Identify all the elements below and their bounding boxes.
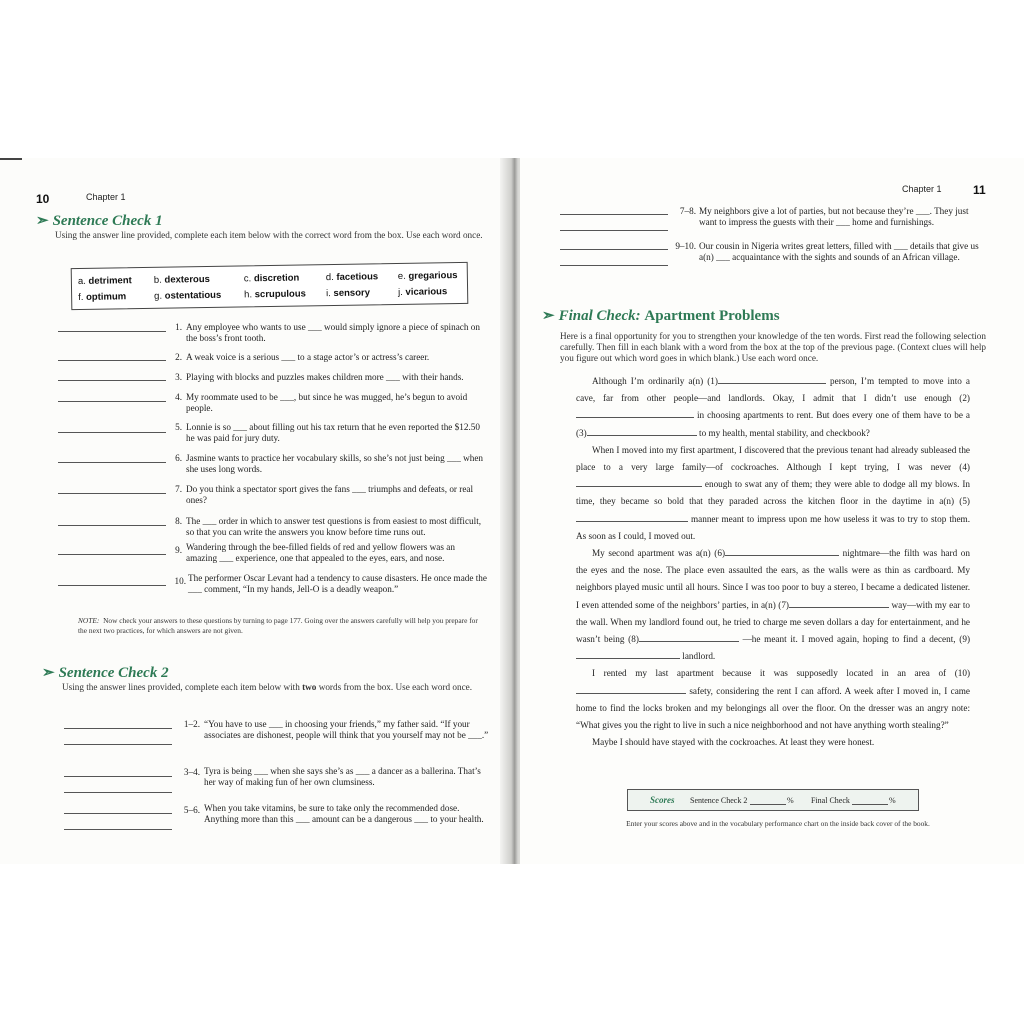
word-choice: c. discretion <box>243 272 300 285</box>
note-label: NOTE: <box>78 616 100 625</box>
item-number: 7–8. <box>679 206 696 216</box>
footer-instructions: Enter your scores above and in the vocabulary performance chart on the inside back cover of the book. <box>626 819 930 828</box>
item-text: Do you think a spectator sport gives the fans ___ triumphs and defeats, or real ones? <box>186 484 474 505</box>
item-number: 5. <box>175 422 182 432</box>
answer-line[interactable] <box>58 380 166 381</box>
section-heading <box>36 211 163 230</box>
item-text: The ___ order in which to answer test questions is from easiest to most difficult, so that you can write the answers you know before time runs out. <box>186 516 482 537</box>
blank-2[interactable] <box>576 408 694 418</box>
answer-line[interactable] <box>64 792 172 793</box>
percent-sign: % <box>889 796 896 805</box>
section-title: Final Check: <box>558 308 641 324</box>
paragraph: Maybe I should have stayed with the cockroaches. At least they were honest. <box>592 737 875 748</box>
word-choice: j. vicarious <box>398 286 448 298</box>
arrow-icon: ➣ <box>36 213 49 229</box>
answer-line[interactable] <box>58 554 166 555</box>
note-text: Now check your answers to these questions by turning to page 177. Going over the answers carefully will help you prepare for the next two practices, for which answers are not given. <box>78 616 478 635</box>
item-number: 5–6. <box>183 805 200 815</box>
scores-label: Scores <box>650 795 675 805</box>
answer-line[interactable] <box>58 525 166 526</box>
item-text: When you take vitamins, be sure to take only the recommended dose. Anything more than this ___ amount can be a dangerous ___ to your health. <box>204 803 484 824</box>
item-text: Jasmine wants to practice her vocabulary skills, so she’s not just being ___ when she uses long words. <box>186 453 484 474</box>
blank-1[interactable] <box>718 374 826 384</box>
item-text: “You have to use ___ in choosing your friends,” my father said. “If your associates are dishonest, people will think that you yourself may not be ___.” <box>204 719 489 740</box>
blank-6[interactable] <box>725 546 839 556</box>
score-input-final[interactable] <box>852 804 888 805</box>
item-text: Playing with blocks and puzzles makes children more ___ with their hands. <box>186 372 464 382</box>
answer-line[interactable] <box>58 585 166 586</box>
word-choice: i. sensory <box>326 287 371 300</box>
item-number: 10. <box>174 576 186 586</box>
answer-line[interactable] <box>58 401 166 402</box>
item-text: My roommate used to be ___, but since he was mugged, he’s begun to avoid people. <box>186 392 468 413</box>
answer-line[interactable] <box>58 331 166 332</box>
paragraph: My second apartment was a(n) (6) nightmare—the filth was hard on the eyes and the nose. The place even assaulted the ears, as the walls were as thin as cardboard. My neighbors played music until all hours. Since I was too poor to buy a stereo, I became a dedicated listener. I even attended some of the neighbors’ parties, in a(n) (7) way—with my ear to the wall. When my landlord found out, he tried to charge me seven dollars a day for entertainment, and he wasn’t being (8) —he meant it. I moved again, hoping to find a decent, (9) landlord. <box>576 548 970 662</box>
page-number: 10 <box>36 192 50 206</box>
item-number: 3. <box>175 372 182 382</box>
answer-line[interactable] <box>58 493 166 494</box>
blank-4[interactable] <box>576 477 702 487</box>
word-choice: b. dexterous <box>153 273 210 286</box>
item-number: 3–4. <box>183 767 200 777</box>
item-text: Wandering through the bee-filled fields of red and yellow flowers was an amazing ___ experience, one that appealed to the eyes, ears, and nose. <box>186 542 455 563</box>
item-text: Any employee who wants to use ___ would simply ignore a piece of spinach on the boss’s front tooth. <box>186 322 480 343</box>
answer-line[interactable] <box>560 214 668 215</box>
sentence-check-2-label: Sentence Check 2 <box>690 796 748 805</box>
arrow-icon: ➣ <box>542 308 555 324</box>
item-number: 9–10. <box>675 241 696 251</box>
book-spread <box>0 158 1024 864</box>
item-text: Our cousin in Nigeria writes great letters, filled with ___ details that give us a(n) ___ acquaintance with the sights and sounds of an African village. <box>699 241 979 262</box>
section-title: Sentence Check 1 <box>52 213 163 229</box>
word-choice: e. gregarious <box>397 270 458 282</box>
left-page <box>0 158 508 864</box>
paragraph: I rented my last apartment because it was supposedly located in an area of (10) safety, considering the rent I can afford. A week after I moved in, I came home to find the locks broken and my belongings all over the floor. On the dresser was an angry note: “What gives you the right to live in such a nice neighborhood and not have anything worth stealing?” <box>576 668 970 731</box>
word-choice: g. ostentatious <box>154 289 222 302</box>
chapter-label: Chapter 1 <box>902 184 942 194</box>
word-box <box>71 262 469 310</box>
paragraph: When I moved into my first apartment, I discovered that the previous tenant had already subleased the place to a very large family—of cockroaches. Although I kept trying, I was never (4) enough to swat any of them; they were able to dodge all my blows. In time, they became so bold that they paraded across the kitchen floor in the daytime in a(n) (5) manner meant to impress upon me how useless it was to try to stop them. As soon as I could, I moved out. <box>576 444 970 541</box>
final-check-passage <box>576 373 970 751</box>
item-number: 6. <box>175 453 182 463</box>
blank-7[interactable] <box>789 598 889 608</box>
word-choice: h. scrupulous <box>244 288 306 301</box>
item-number: 1. <box>175 322 182 332</box>
score-input-sc2[interactable] <box>750 804 786 805</box>
answer-line[interactable] <box>560 230 668 231</box>
answer-line[interactable] <box>64 744 172 745</box>
arrow-icon: ➣ <box>42 665 55 681</box>
answer-line[interactable] <box>64 728 172 729</box>
section-heading <box>42 663 169 682</box>
blank-3[interactable] <box>587 426 697 436</box>
blank-10[interactable] <box>576 684 686 694</box>
right-page <box>520 158 1024 864</box>
section-title: Sentence Check 2 <box>58 665 169 681</box>
item-number: 2. <box>175 352 182 362</box>
word-choice: a. detriment <box>77 275 132 288</box>
item-number: 4. <box>175 392 182 402</box>
note <box>78 616 478 635</box>
answer-line[interactable] <box>560 249 668 250</box>
item-text: The performer Oscar Levant had a tendency to cause disasters. He once made the ___ comment, “In my hands, Jell-O is a deadly weapon.” <box>188 573 487 594</box>
percent-sign: % <box>787 796 794 805</box>
answer-line[interactable] <box>58 360 166 361</box>
item-number: 1–2. <box>183 719 200 729</box>
page-edge-line <box>0 158 22 160</box>
answer-line[interactable] <box>58 432 166 433</box>
item-text: Tyra is being ___ when she says she’s as ___ a dancer as a ballerina. That’s her way of making fun of her own clumsiness. <box>204 766 481 787</box>
word-choice: d. facetious <box>325 271 379 284</box>
page-number: 11 <box>973 183 986 197</box>
paragraph: Although I’m ordinarily a(n) (1) person, I’m tempted to move into a cave, far from other people—and landlords. Okay, I admit that I didn’t use enough (2) in choosing apartments to rent. But does every one of them have to be a (3) to my health, mental stability, and checkbook? <box>576 376 970 438</box>
final-check-label: Final Check <box>811 796 850 805</box>
blank-5[interactable] <box>576 512 688 522</box>
item-number: 7. <box>175 484 182 494</box>
word-choice: f. optimum <box>78 291 127 304</box>
answer-line[interactable] <box>560 265 668 266</box>
blank-8[interactable] <box>639 632 739 642</box>
answer-line[interactable] <box>64 829 172 830</box>
answer-line[interactable] <box>58 462 166 463</box>
item-text: A weak voice is a serious ___ to a stage actor’s or actress’s career. <box>186 352 430 362</box>
item-text: Lonnie is so ___ about filling out his tax return that he even reported the $12.50 he was paid for jury duty. <box>186 422 480 443</box>
answer-line[interactable] <box>64 776 172 777</box>
scores-box <box>627 789 919 811</box>
section-subtitle: Apartment Problems <box>644 308 780 324</box>
instructions: Using the answer lines provided, complete each item below with two words from the box. Use each word once. <box>62 682 473 692</box>
item-number: 8. <box>175 516 182 526</box>
instructions: Using the answer line provided, complete each item below with the correct word from the box. Use each word once. <box>55 230 483 240</box>
instructions: Here is a final opportunity for you to strengthen your knowledge of the ten words. First read the following selection carefully. Then fill in each blank with a word from the box at the top of the previous page. (Context clues will help you figure out which word goes in which blank.) Use each word once. <box>560 331 986 363</box>
section-heading <box>542 306 780 325</box>
item-text: My neighbors give a lot of parties, but not because they’re ___. They just want to impress the guests with their ___ home and furnishings. <box>699 206 969 227</box>
item-number: 9. <box>175 545 182 555</box>
blank-9[interactable] <box>576 649 680 659</box>
answer-line[interactable] <box>64 813 172 814</box>
chapter-label: Chapter 1 <box>86 192 126 202</box>
